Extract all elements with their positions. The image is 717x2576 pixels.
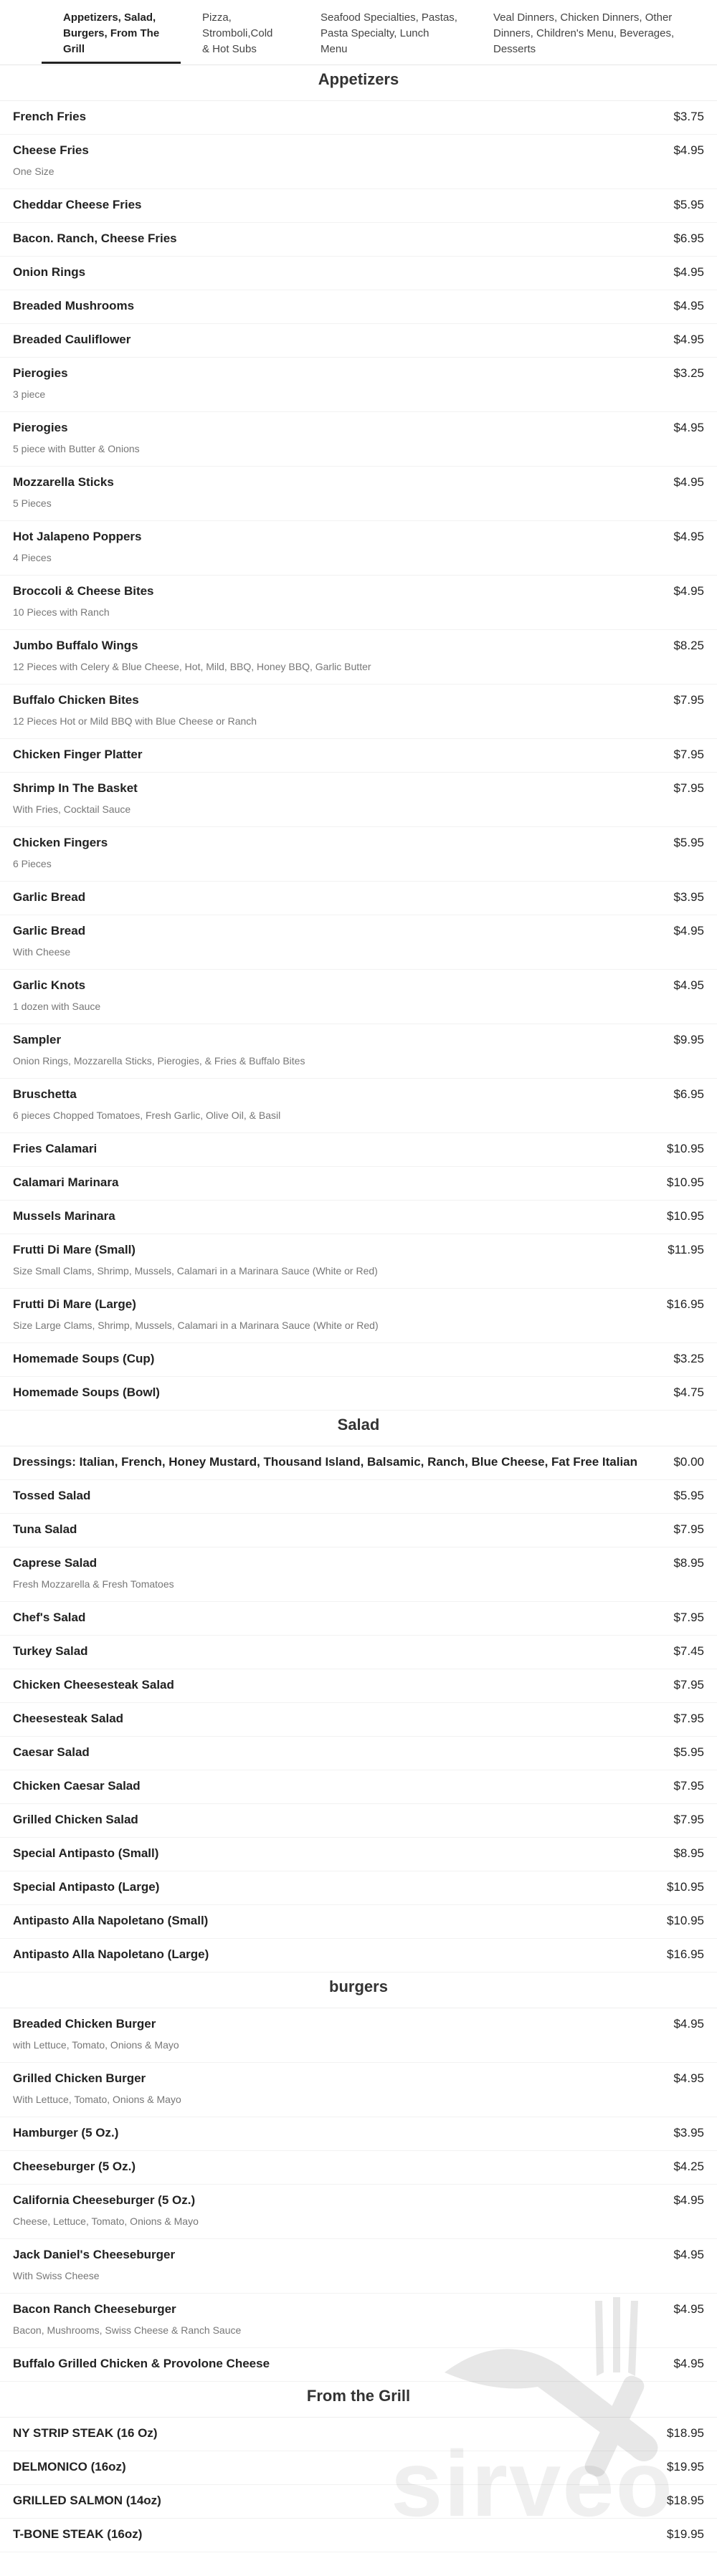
tab-label-line: Menu bbox=[320, 43, 348, 55]
item-name: DELMONICO (16oz) bbox=[13, 2460, 126, 2474]
item-name: Chicken Finger Platter bbox=[13, 748, 143, 761]
item-name: Mussels Marinara bbox=[13, 1209, 115, 1223]
item-name: Bacon. Ranch, Cheese Fries bbox=[13, 232, 177, 245]
item-price: $7.95 bbox=[673, 693, 704, 707]
item-price: $8.25 bbox=[673, 639, 704, 652]
tab-label-line: Grill bbox=[63, 43, 85, 55]
menu-item bbox=[0, 2519, 717, 2552]
menu-item bbox=[0, 2451, 717, 2485]
item-name: Jumbo Buffalo Wings bbox=[13, 639, 138, 652]
item-price: $0.00 bbox=[673, 1455, 704, 1469]
item-name: Buffalo Grilled Chicken & Provolone Cheese bbox=[13, 2357, 270, 2370]
item-description: 5 Pieces bbox=[13, 497, 52, 509]
tab-seafood-pastas-lunch[interactable] bbox=[320, 10, 478, 57]
item-price: $10.95 bbox=[667, 1175, 704, 1189]
item-description: Size Small Clams, Shrimp, Mussels, Calamari in a Marinara Sauce (White or Red) bbox=[13, 1265, 378, 1277]
item-description: Cheese, Lettuce, Tomato, Onions & Mayo bbox=[13, 2215, 199, 2227]
menu-item bbox=[0, 882, 717, 915]
menu-item bbox=[0, 1446, 717, 1480]
item-description: 3 piece bbox=[13, 388, 46, 400]
category-tabs bbox=[0, 0, 717, 65]
item-price: $7.95 bbox=[673, 1522, 704, 1536]
item-description: With Lettuce, Tomato, Onions & Mayo bbox=[13, 2094, 181, 2105]
active-tab-indicator bbox=[42, 62, 181, 64]
item-name: Mozzarella Sticks bbox=[13, 475, 114, 489]
item-name: Dressings: Italian, French, Honey Mustard, Thousand Island, Balsamic, Ranch, Blue Cheese, Fat Free Italian bbox=[13, 1455, 638, 1469]
tab-label-line: Pasta Specialty, Lunch bbox=[320, 27, 429, 39]
item-name: Caprese Salad bbox=[13, 1556, 98, 1570]
menu-item bbox=[0, 2239, 717, 2294]
menu-item bbox=[0, 1905, 717, 1939]
menu-item bbox=[0, 1547, 717, 1602]
menu-item bbox=[0, 1703, 717, 1737]
item-description: 12 Pieces with Celery & Blue Cheese, Hot, Mild, BBQ, Honey BBQ, Garlic Butter bbox=[13, 661, 371, 672]
item-name: Pierogies bbox=[13, 366, 68, 380]
menu-item bbox=[0, 1514, 717, 1547]
menu-item bbox=[0, 2348, 717, 2382]
item-price: $4.95 bbox=[673, 584, 704, 598]
item-price: $7.95 bbox=[673, 781, 704, 795]
menu-item bbox=[0, 630, 717, 684]
item-name: Calamari Marinara bbox=[13, 1175, 119, 1189]
item-price: $4.95 bbox=[673, 421, 704, 434]
item-price: $5.95 bbox=[673, 1745, 704, 1759]
item-name: Cheese Fries bbox=[13, 143, 89, 157]
tab-label-line: Dinners, Children's Menu, Beverages, bbox=[493, 27, 675, 39]
item-price: $16.95 bbox=[667, 1947, 704, 1961]
tab-appetizers-salad-burgers-grill[interactable] bbox=[63, 10, 171, 57]
item-name: Hot Jalapeno Poppers bbox=[13, 530, 142, 543]
item-name: Bruschetta bbox=[13, 1087, 77, 1101]
item-name: Chicken Caesar Salad bbox=[13, 1779, 141, 1793]
menu-item bbox=[0, 1289, 717, 1343]
item-price: $11.95 bbox=[668, 1243, 704, 1256]
menu-item bbox=[0, 358, 717, 412]
menu-item bbox=[0, 2008, 717, 2063]
item-name: Chicken Cheesesteak Salad bbox=[13, 1678, 174, 1692]
tab-label-line: Burgers, From The bbox=[63, 27, 160, 39]
item-price: $19.95 bbox=[667, 2527, 704, 2541]
item-name: Turkey Salad bbox=[13, 1644, 88, 1658]
tab-label-line: Appetizers, Salad, bbox=[63, 11, 156, 24]
menu-item bbox=[0, 684, 717, 739]
item-name: Cheddar Cheese Fries bbox=[13, 198, 142, 211]
tab-label-line: Desserts bbox=[493, 43, 536, 55]
menu-item bbox=[0, 521, 717, 576]
tab-veal-chicken-dinners-desserts[interactable] bbox=[493, 10, 701, 57]
item-description: Onion Rings, Mozzarella Sticks, Pierogies, & Fries & Buffalo Bites bbox=[13, 1055, 305, 1067]
tab-label-line: & Hot Subs bbox=[202, 43, 257, 55]
tab-label-line: Veal Dinners, Chicken Dinners, Other bbox=[493, 11, 673, 24]
item-price: $4.25 bbox=[673, 2160, 704, 2173]
menu-item bbox=[0, 970, 717, 1024]
item-description: with Lettuce, Tomato, Onions & Mayo bbox=[13, 2039, 179, 2051]
item-price: $3.75 bbox=[673, 110, 704, 123]
tab-label-line: Stromboli,Cold bbox=[202, 27, 273, 39]
item-price: $3.25 bbox=[673, 1352, 704, 1365]
item-price: $7.95 bbox=[673, 1779, 704, 1793]
item-name: Onion Rings bbox=[13, 265, 86, 279]
menu-item bbox=[0, 576, 717, 630]
item-description: With Swiss Cheese bbox=[13, 2270, 100, 2281]
item-description: 6 pieces Chopped Tomatoes, Fresh Garlic, Olive Oil, & Basil bbox=[13, 1110, 281, 1121]
item-price: $4.95 bbox=[673, 265, 704, 279]
menu-item bbox=[0, 1602, 717, 1636]
item-description: 4 Pieces bbox=[13, 552, 52, 563]
item-price: $6.95 bbox=[673, 1087, 704, 1101]
item-price: $4.95 bbox=[673, 299, 704, 313]
item-price: $5.95 bbox=[673, 1489, 704, 1502]
section-title: burgers bbox=[0, 1972, 717, 2008]
item-price: $4.95 bbox=[673, 475, 704, 489]
menu-item bbox=[0, 257, 717, 290]
menu-item bbox=[0, 412, 717, 467]
menu-item bbox=[0, 1480, 717, 1514]
item-name: Grilled Chicken Salad bbox=[13, 1813, 138, 1826]
item-price: $3.95 bbox=[673, 2126, 704, 2139]
item-name: Chicken Fingers bbox=[13, 836, 108, 849]
item-name: Homemade Soups (Cup) bbox=[13, 1352, 155, 1365]
item-description: 10 Pieces with Ranch bbox=[13, 606, 110, 618]
item-name: Garlic Bread bbox=[13, 924, 86, 938]
item-price: $16.95 bbox=[667, 1297, 704, 1311]
item-name: Breaded Chicken Burger bbox=[13, 2017, 156, 2031]
menu-item bbox=[0, 1669, 717, 1703]
item-price: $4.95 bbox=[673, 2302, 704, 2316]
item-name: Breaded Mushrooms bbox=[13, 299, 135, 313]
section-title: Salad bbox=[0, 1411, 717, 1446]
item-price: $4.95 bbox=[673, 978, 704, 992]
item-name: NY STRIP STEAK (16 Oz) bbox=[13, 2426, 158, 2440]
tab-label-line: Seafood Specialties, Pastas, bbox=[320, 11, 457, 24]
item-price: $10.95 bbox=[667, 1880, 704, 1894]
item-price: $7.95 bbox=[673, 1712, 704, 1725]
item-name: Shrimp In The Basket bbox=[13, 781, 138, 795]
item-price: $7.95 bbox=[673, 1813, 704, 1826]
item-name: T-BONE STEAK (16oz) bbox=[13, 2527, 143, 2541]
item-price: $10.95 bbox=[667, 1142, 704, 1155]
item-price: $4.75 bbox=[673, 1385, 704, 1399]
item-name: Breaded Cauliflower bbox=[13, 333, 131, 346]
menu-item bbox=[0, 1838, 717, 1871]
menu-item bbox=[0, 2294, 717, 2348]
item-description: Size Large Clams, Shrimp, Mussels, Calamari in a Marinara Sauce (White or Red) bbox=[13, 1320, 379, 1331]
menu-item bbox=[0, 290, 717, 324]
watermark-brand: sirveo bbox=[390, 2431, 674, 2536]
item-price: $10.95 bbox=[667, 1914, 704, 1927]
menu-item bbox=[0, 1737, 717, 1770]
item-price: $4.95 bbox=[673, 2017, 704, 2031]
item-description: 5 piece with Butter & Onions bbox=[13, 443, 140, 454]
menu-item bbox=[0, 2151, 717, 2185]
item-price: $4.95 bbox=[673, 2071, 704, 2085]
menu-item bbox=[0, 827, 717, 882]
item-name: Fries Calamari bbox=[13, 1142, 98, 1155]
item-name: Special Antipasto (Small) bbox=[13, 1846, 159, 1860]
item-price: $8.95 bbox=[673, 1846, 704, 1860]
item-name: Garlic Bread bbox=[13, 890, 86, 904]
item-price: $4.95 bbox=[673, 530, 704, 543]
item-description: With Cheese bbox=[13, 946, 71, 958]
menu-item bbox=[0, 1201, 717, 1234]
item-price: $6.95 bbox=[673, 232, 704, 245]
item-description: 12 Pieces Hot or Mild BBQ with Blue Cheese or Ranch bbox=[13, 715, 257, 727]
menu-item bbox=[0, 2117, 717, 2151]
item-name: Grilled Chicken Burger bbox=[13, 2071, 146, 2085]
menu-item bbox=[0, 1079, 717, 1133]
menu-item bbox=[0, 915, 717, 970]
tab-label-line: Pizza, bbox=[202, 11, 232, 24]
item-price: $7.95 bbox=[673, 1678, 704, 1692]
item-name: Frutti Di Mare (Small) bbox=[13, 1243, 136, 1256]
item-description: Bacon, Mushrooms, Swiss Cheese & Ranch Sauce bbox=[13, 2324, 242, 2336]
item-name: French Fries bbox=[13, 110, 87, 123]
menu-item bbox=[0, 1133, 717, 1167]
menu-item bbox=[0, 101, 717, 135]
item-price: $18.95 bbox=[667, 2426, 704, 2440]
item-name: Frutti Di Mare (Large) bbox=[13, 1297, 136, 1311]
item-name: Buffalo Chicken Bites bbox=[13, 693, 139, 707]
item-name: Bacon Ranch Cheeseburger bbox=[13, 2302, 176, 2316]
item-price: $7.95 bbox=[673, 1611, 704, 1624]
item-price: $4.95 bbox=[673, 2193, 704, 2207]
item-price: $4.95 bbox=[673, 333, 704, 346]
menu-item bbox=[0, 1024, 717, 1079]
menu-item bbox=[0, 223, 717, 257]
item-price: $10.95 bbox=[667, 1209, 704, 1223]
menu-item bbox=[0, 135, 717, 189]
item-price: $19.95 bbox=[667, 2460, 704, 2474]
section-title: From the Grill bbox=[0, 2382, 717, 2418]
menu-item bbox=[0, 189, 717, 223]
item-name: Antipasto Alla Napoletano (Small) bbox=[13, 1914, 209, 1927]
item-price: $8.95 bbox=[673, 1556, 704, 1570]
menu-content bbox=[0, 65, 717, 2552]
item-name: Antipasto Alla Napoletano (Large) bbox=[13, 1947, 209, 1961]
item-price: $7.45 bbox=[673, 1644, 704, 1658]
tab-pizza-stromboli-subs[interactable] bbox=[202, 10, 303, 57]
item-price: $3.95 bbox=[673, 890, 704, 904]
item-price: $4.95 bbox=[673, 924, 704, 938]
menu-item bbox=[0, 739, 717, 773]
item-price: $7.95 bbox=[673, 748, 704, 761]
menu-item bbox=[0, 2485, 717, 2519]
menu-item bbox=[0, 2185, 717, 2239]
menu-item bbox=[0, 1636, 717, 1669]
item-name: Sampler bbox=[13, 1033, 62, 1046]
item-price: $4.95 bbox=[673, 2248, 704, 2261]
item-name: California Cheeseburger (5 Oz.) bbox=[13, 2193, 196, 2207]
item-price: $5.95 bbox=[673, 836, 704, 849]
menu-item bbox=[0, 2063, 717, 2117]
item-description: With Fries, Cocktail Sauce bbox=[13, 803, 131, 815]
item-name: Jack Daniel's Cheeseburger bbox=[13, 2248, 176, 2261]
item-name: Chef's Salad bbox=[13, 1611, 86, 1624]
item-price: $9.95 bbox=[673, 1033, 704, 1046]
menu-item bbox=[0, 1343, 717, 1377]
menu-item bbox=[0, 1871, 717, 1905]
menu-item bbox=[0, 1939, 717, 1972]
item-description: One Size bbox=[13, 166, 54, 177]
item-price: $5.95 bbox=[673, 198, 704, 211]
item-price: $3.25 bbox=[673, 366, 704, 380]
menu-item bbox=[0, 1804, 717, 1838]
item-name: Tossed Salad bbox=[13, 1489, 91, 1502]
menu-item bbox=[0, 1770, 717, 1804]
menu-item bbox=[0, 1167, 717, 1201]
section-title: Appetizers bbox=[0, 65, 717, 101]
item-name: Cheeseburger (5 Oz.) bbox=[13, 2160, 136, 2173]
item-name: Hamburger (5 Oz.) bbox=[13, 2126, 119, 2139]
menu-item bbox=[0, 773, 717, 827]
item-name: Pierogies bbox=[13, 421, 68, 434]
item-price: $4.95 bbox=[673, 2357, 704, 2370]
menu-item bbox=[0, 1377, 717, 1411]
item-name: GRILLED SALMON (14oz) bbox=[13, 2494, 161, 2507]
menu-item bbox=[0, 2418, 717, 2451]
menu-item bbox=[0, 467, 717, 521]
item-name: Cheesesteak Salad bbox=[13, 1712, 124, 1725]
item-name: Garlic Knots bbox=[13, 978, 86, 992]
item-price: $4.95 bbox=[673, 143, 704, 157]
item-description: Fresh Mozzarella & Fresh Tomatoes bbox=[13, 1578, 174, 1590]
item-name: Special Antipasto (Large) bbox=[13, 1880, 160, 1894]
menu-item bbox=[0, 1234, 717, 1289]
item-price: $18.95 bbox=[667, 2494, 704, 2507]
menu-item bbox=[0, 324, 717, 358]
item-description: 6 Pieces bbox=[13, 858, 52, 869]
item-name: Caesar Salad bbox=[13, 1745, 90, 1759]
item-name: Homemade Soups (Bowl) bbox=[13, 1385, 160, 1399]
item-name: Broccoli & Cheese Bites bbox=[13, 584, 154, 598]
item-description: 1 dozen with Sauce bbox=[13, 1001, 101, 1012]
item-name: Tuna Salad bbox=[13, 1522, 77, 1536]
